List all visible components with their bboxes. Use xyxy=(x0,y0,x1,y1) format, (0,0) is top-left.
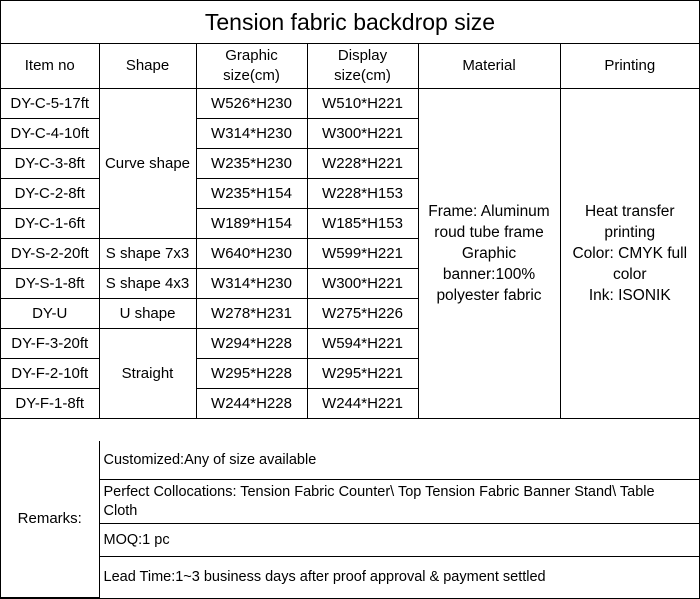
printing-line-1: Heat transfer printing xyxy=(584,203,675,241)
graphic-cell: W314*H230 xyxy=(196,269,307,299)
material-cell xyxy=(418,89,560,419)
shape-cell-s7x3: S shape 7x3 xyxy=(99,239,196,269)
table-row xyxy=(1,89,699,119)
display-cell: W295*H221 xyxy=(307,359,418,389)
item-cell: DY-C-5-17ft xyxy=(1,89,99,119)
display-cell: W300*H221 xyxy=(307,269,418,299)
item-cell: DY-C-1-6ft xyxy=(1,209,99,239)
header-graphic-size-text: Graphic size(cm) xyxy=(223,47,280,84)
header-shape: Shape xyxy=(99,44,196,89)
item-cell: DY-F-3-20ft xyxy=(1,329,99,359)
header-display-size xyxy=(307,44,418,89)
item-cell: DY-C-4-10ft xyxy=(1,119,99,149)
header-row xyxy=(1,44,699,89)
item-cell: DY-U xyxy=(1,299,99,329)
shape-cell-s4x3: S shape 4x3 xyxy=(99,269,196,299)
graphic-cell: W244*H228 xyxy=(196,389,307,419)
remark-item: Customized:Any of size available xyxy=(99,441,699,480)
graphic-cell: W235*H230 xyxy=(196,149,307,179)
remark-item-text: Perfect Collocations: Tension Fabric Counter\ Top Tension Fabric Banner Stand\ Table Cloth xyxy=(103,483,655,519)
graphic-cell: W294*H228 xyxy=(196,329,307,359)
material-text: Frame: Aluminum roud tube frame Graphic banner:100% polyester fabric xyxy=(428,203,550,304)
graphic-cell: W526*H230 xyxy=(196,89,307,119)
graphic-cell: W314*H230 xyxy=(196,119,307,149)
header-display-size-text: Display size(cm) xyxy=(334,47,391,84)
shape-cell-straight: Straight xyxy=(99,329,196,419)
table-title: Tension fabric backdrop size xyxy=(1,1,699,44)
remarks-row xyxy=(1,557,699,598)
printing-cell xyxy=(560,89,699,419)
header-material: Material xyxy=(418,44,560,89)
item-cell: DY-C-3-8ft xyxy=(1,149,99,179)
graphic-cell: W295*H228 xyxy=(196,359,307,389)
shape-cell-curve: Curve shape xyxy=(99,89,196,239)
remarks-label: Remarks: xyxy=(1,441,99,597)
display-cell: W300*H221 xyxy=(307,119,418,149)
item-cell: DY-F-2-10ft xyxy=(1,359,99,389)
item-cell: DY-C-2-8ft xyxy=(1,179,99,209)
remark-item xyxy=(99,480,699,524)
printing-line-3: Ink: ISONIK xyxy=(588,287,671,304)
display-cell: W228*H221 xyxy=(307,149,418,179)
item-cell: DY-S-1-8ft xyxy=(1,269,99,299)
shape-cell-u: U shape xyxy=(99,299,196,329)
display-cell: W594*H221 xyxy=(307,329,418,359)
graphic-cell: W278*H231 xyxy=(196,299,307,329)
printing-line-2: Color: CMYK full color xyxy=(572,245,688,283)
item-cell: DY-S-2-20ft xyxy=(1,239,99,269)
remark-item: Lead Time:1~3 business days after proof approval & payment settled xyxy=(99,557,699,598)
remarks-row xyxy=(1,480,699,524)
display-cell: W244*H221 xyxy=(307,389,418,419)
header-item-no: Item no xyxy=(1,44,99,89)
display-cell: W228*H153 xyxy=(307,179,418,209)
display-cell: W185*H153 xyxy=(307,209,418,239)
display-cell: W510*H221 xyxy=(307,89,418,119)
remarks-table xyxy=(1,441,699,598)
remark-item: MOQ:1 pc xyxy=(99,524,699,557)
header-printing: Printing xyxy=(560,44,699,89)
display-cell: W275*H226 xyxy=(307,299,418,329)
item-cell: DY-F-1-8ft xyxy=(1,389,99,419)
graphic-cell: W235*H154 xyxy=(196,179,307,209)
header-graphic-size xyxy=(196,44,307,89)
graphic-cell: W189*H154 xyxy=(196,209,307,239)
display-cell: W599*H221 xyxy=(307,239,418,269)
size-table xyxy=(1,44,699,419)
remarks-row xyxy=(1,441,699,480)
graphic-cell: W640*H230 xyxy=(196,239,307,269)
remarks-row xyxy=(1,524,699,557)
